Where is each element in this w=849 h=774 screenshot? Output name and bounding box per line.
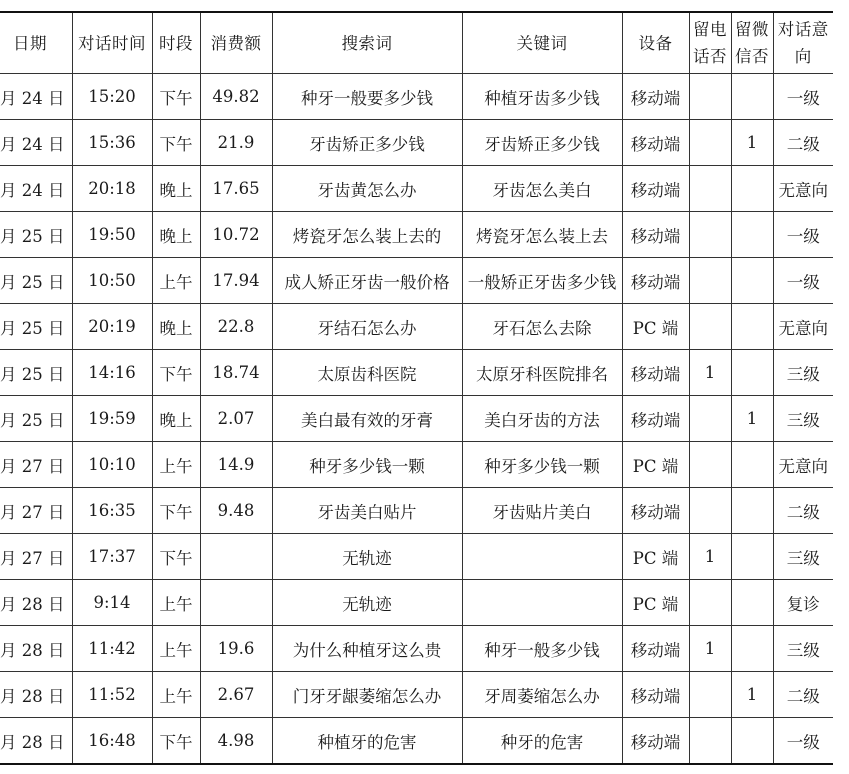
- keyword-cell: 一般矫正牙齿多少钱: [462, 258, 622, 304]
- left-phone-cell: [689, 442, 731, 488]
- left-phone-cell: [689, 396, 731, 442]
- search-term-cell: 种牙一般要多少钱: [272, 74, 462, 120]
- search-term-cell: 烤瓷牙怎么装上去的: [272, 212, 462, 258]
- conversation-log-table: [0, 11, 833, 765]
- table-row: [0, 396, 833, 442]
- spend-cell: 2.67: [200, 672, 272, 718]
- date-cell: 月 24 日: [0, 166, 72, 212]
- header-left-wechat: 留微信否: [731, 12, 773, 74]
- intent-cell: 三级: [773, 350, 833, 396]
- period-cell: 晚上: [152, 304, 200, 350]
- search-term-cell: 种牙多少钱一颗: [272, 442, 462, 488]
- date-cell: 月 25 日: [0, 304, 72, 350]
- left-wechat-cell: [731, 718, 773, 765]
- date-cell: 月 27 日: [0, 534, 72, 580]
- date-cell: 月 28 日: [0, 580, 72, 626]
- table-header-row: [0, 12, 833, 74]
- left-phone-cell: 1: [689, 626, 731, 672]
- keyword-cell: 牙齿贴片美白: [462, 488, 622, 534]
- left-phone-cell: [689, 672, 731, 718]
- header-time: 对话时间: [72, 12, 152, 74]
- keyword-cell: 太原牙科医院排名: [462, 350, 622, 396]
- time-cell: 20:18: [72, 166, 152, 212]
- search-term-cell: 牙齿美白贴片: [272, 488, 462, 534]
- left-phone-cell: [689, 166, 731, 212]
- left-wechat-cell: [731, 488, 773, 534]
- device-cell: 移动端: [622, 166, 689, 212]
- period-cell: 上午: [152, 580, 200, 626]
- keyword-cell: [462, 580, 622, 626]
- intent-cell: 一级: [773, 212, 833, 258]
- period-cell: 晚上: [152, 212, 200, 258]
- table-row: [0, 350, 833, 396]
- keyword-cell: 种牙的危害: [462, 718, 622, 765]
- intent-cell: 二级: [773, 120, 833, 166]
- left-wechat-cell: [731, 74, 773, 120]
- date-cell: 月 24 日: [0, 74, 72, 120]
- keyword-cell: 种植牙齿多少钱: [462, 74, 622, 120]
- time-cell: 19:59: [72, 396, 152, 442]
- search-term-cell: 无轨迹: [272, 534, 462, 580]
- search-term-cell: 牙齿黄怎么办: [272, 166, 462, 212]
- left-wechat-cell: [731, 626, 773, 672]
- date-cell: 月 25 日: [0, 396, 72, 442]
- intent-cell: 无意向: [773, 166, 833, 212]
- left-phone-cell: [689, 258, 731, 304]
- period-cell: 下午: [152, 120, 200, 166]
- header-left-phone: 留电话否: [689, 12, 731, 74]
- left-phone-cell: [689, 212, 731, 258]
- period-cell: 下午: [152, 74, 200, 120]
- spend-cell: 22.8: [200, 304, 272, 350]
- keyword-cell: 烤瓷牙怎么装上去: [462, 212, 622, 258]
- keyword-cell: 牙齿怎么美白: [462, 166, 622, 212]
- left-phone-cell: [689, 718, 731, 765]
- device-cell: 移动端: [622, 212, 689, 258]
- device-cell: 移动端: [622, 626, 689, 672]
- header-search-term: 搜索词: [272, 12, 462, 74]
- time-cell: 10:10: [72, 442, 152, 488]
- left-phone-cell: [689, 74, 731, 120]
- period-cell: 下午: [152, 350, 200, 396]
- table-row: [0, 74, 833, 120]
- spend-cell: [200, 580, 272, 626]
- date-cell: 月 25 日: [0, 258, 72, 304]
- keyword-cell: 种牙一般多少钱: [462, 626, 622, 672]
- spend-cell: 18.74: [200, 350, 272, 396]
- period-cell: 上午: [152, 672, 200, 718]
- table-row: [0, 626, 833, 672]
- table-row: [0, 672, 833, 718]
- table-row: [0, 718, 833, 765]
- left-phone-cell: [689, 488, 731, 534]
- date-cell: 月 28 日: [0, 672, 72, 718]
- device-cell: PC 端: [622, 580, 689, 626]
- period-cell: 下午: [152, 718, 200, 765]
- header-keyword: 关键词: [462, 12, 622, 74]
- search-term-cell: 太原齿科医院: [272, 350, 462, 396]
- date-cell: 月 28 日: [0, 718, 72, 765]
- time-cell: 14:16: [72, 350, 152, 396]
- date-cell: 月 27 日: [0, 442, 72, 488]
- left-wechat-cell: [731, 304, 773, 350]
- spend-cell: 10.72: [200, 212, 272, 258]
- time-cell: 19:50: [72, 212, 152, 258]
- intent-cell: 三级: [773, 396, 833, 442]
- spend-cell: 9.48: [200, 488, 272, 534]
- period-cell: 晚上: [152, 396, 200, 442]
- search-term-cell: 种植牙的危害: [272, 718, 462, 765]
- header-device: 设备: [622, 12, 689, 74]
- period-cell: 上午: [152, 258, 200, 304]
- spend-cell: 17.65: [200, 166, 272, 212]
- time-cell: 16:48: [72, 718, 152, 765]
- spend-cell: 14.9: [200, 442, 272, 488]
- table-row: [0, 534, 833, 580]
- spend-cell: 4.98: [200, 718, 272, 765]
- date-cell: 月 28 日: [0, 626, 72, 672]
- intent-cell: 复诊: [773, 580, 833, 626]
- time-cell: 20:19: [72, 304, 152, 350]
- time-cell: 11:52: [72, 672, 152, 718]
- device-cell: 移动端: [622, 258, 689, 304]
- left-wechat-cell: 1: [731, 672, 773, 718]
- device-cell: 移动端: [622, 120, 689, 166]
- time-cell: 9:14: [72, 580, 152, 626]
- left-phone-cell: 1: [689, 534, 731, 580]
- spend-cell: 19.6: [200, 626, 272, 672]
- keyword-cell: [462, 534, 622, 580]
- device-cell: 移动端: [622, 350, 689, 396]
- left-wechat-cell: 1: [731, 396, 773, 442]
- table-body: [0, 74, 833, 765]
- search-term-cell: 成人矫正牙齿一般价格: [272, 258, 462, 304]
- search-term-cell: 牙结石怎么办: [272, 304, 462, 350]
- table-row: [0, 258, 833, 304]
- spend-cell: 21.9: [200, 120, 272, 166]
- left-phone-cell: [689, 580, 731, 626]
- spend-cell: 2.07: [200, 396, 272, 442]
- header-spend: 消费额: [200, 12, 272, 74]
- period-cell: 晚上: [152, 166, 200, 212]
- left-wechat-cell: [731, 166, 773, 212]
- table-row: [0, 442, 833, 488]
- left-phone-cell: [689, 120, 731, 166]
- header-period: 时段: [152, 12, 200, 74]
- time-cell: 16:35: [72, 488, 152, 534]
- spend-cell: 17.94: [200, 258, 272, 304]
- intent-cell: 二级: [773, 488, 833, 534]
- period-cell: 上午: [152, 442, 200, 488]
- time-cell: 10:50: [72, 258, 152, 304]
- date-cell: 月 25 日: [0, 212, 72, 258]
- device-cell: PC 端: [622, 442, 689, 488]
- intent-cell: 一级: [773, 718, 833, 765]
- keyword-cell: 美白牙齿的方法: [462, 396, 622, 442]
- time-cell: 17:37: [72, 534, 152, 580]
- intent-cell: 无意向: [773, 442, 833, 488]
- device-cell: 移动端: [622, 488, 689, 534]
- device-cell: 移动端: [622, 718, 689, 765]
- date-cell: 月 27 日: [0, 488, 72, 534]
- left-wechat-cell: [731, 580, 773, 626]
- search-term-cell: 美白最有效的牙膏: [272, 396, 462, 442]
- spend-cell: 49.82: [200, 74, 272, 120]
- search-term-cell: 为什么种植牙这么贵: [272, 626, 462, 672]
- left-wechat-cell: [731, 350, 773, 396]
- intent-cell: 三级: [773, 626, 833, 672]
- period-cell: 下午: [152, 488, 200, 534]
- time-cell: 11:42: [72, 626, 152, 672]
- table-row: [0, 488, 833, 534]
- time-cell: 15:20: [72, 74, 152, 120]
- left-wechat-cell: [731, 212, 773, 258]
- left-wechat-cell: 1: [731, 120, 773, 166]
- left-phone-cell: [689, 304, 731, 350]
- device-cell: 移动端: [622, 74, 689, 120]
- table-row: [0, 120, 833, 166]
- intent-cell: 一级: [773, 74, 833, 120]
- device-cell: PC 端: [622, 534, 689, 580]
- table-row: [0, 212, 833, 258]
- left-wechat-cell: [731, 258, 773, 304]
- intent-cell: 无意向: [773, 304, 833, 350]
- date-cell: 月 24 日: [0, 120, 72, 166]
- period-cell: 上午: [152, 626, 200, 672]
- table-row: [0, 304, 833, 350]
- header-date: 日期: [0, 12, 72, 74]
- left-wechat-cell: [731, 534, 773, 580]
- keyword-cell: 牙周萎缩怎么办: [462, 672, 622, 718]
- search-term-cell: 牙齿矫正多少钱: [272, 120, 462, 166]
- device-cell: 移动端: [622, 672, 689, 718]
- search-term-cell: 无轨迹: [272, 580, 462, 626]
- left-wechat-cell: [731, 442, 773, 488]
- intent-cell: 二级: [773, 672, 833, 718]
- left-phone-cell: 1: [689, 350, 731, 396]
- device-cell: PC 端: [622, 304, 689, 350]
- search-term-cell: 门牙牙龈萎缩怎么办: [272, 672, 462, 718]
- time-cell: 15:36: [72, 120, 152, 166]
- table-row: [0, 580, 833, 626]
- keyword-cell: 种牙多少钱一颗: [462, 442, 622, 488]
- header-intent: 对话意向: [773, 12, 833, 74]
- table-row: [0, 166, 833, 212]
- keyword-cell: 牙齿矫正多少钱: [462, 120, 622, 166]
- device-cell: 移动端: [622, 396, 689, 442]
- period-cell: 下午: [152, 534, 200, 580]
- spend-cell: [200, 534, 272, 580]
- keyword-cell: 牙石怎么去除: [462, 304, 622, 350]
- intent-cell: 三级: [773, 534, 833, 580]
- intent-cell: 一级: [773, 258, 833, 304]
- date-cell: 月 25 日: [0, 350, 72, 396]
